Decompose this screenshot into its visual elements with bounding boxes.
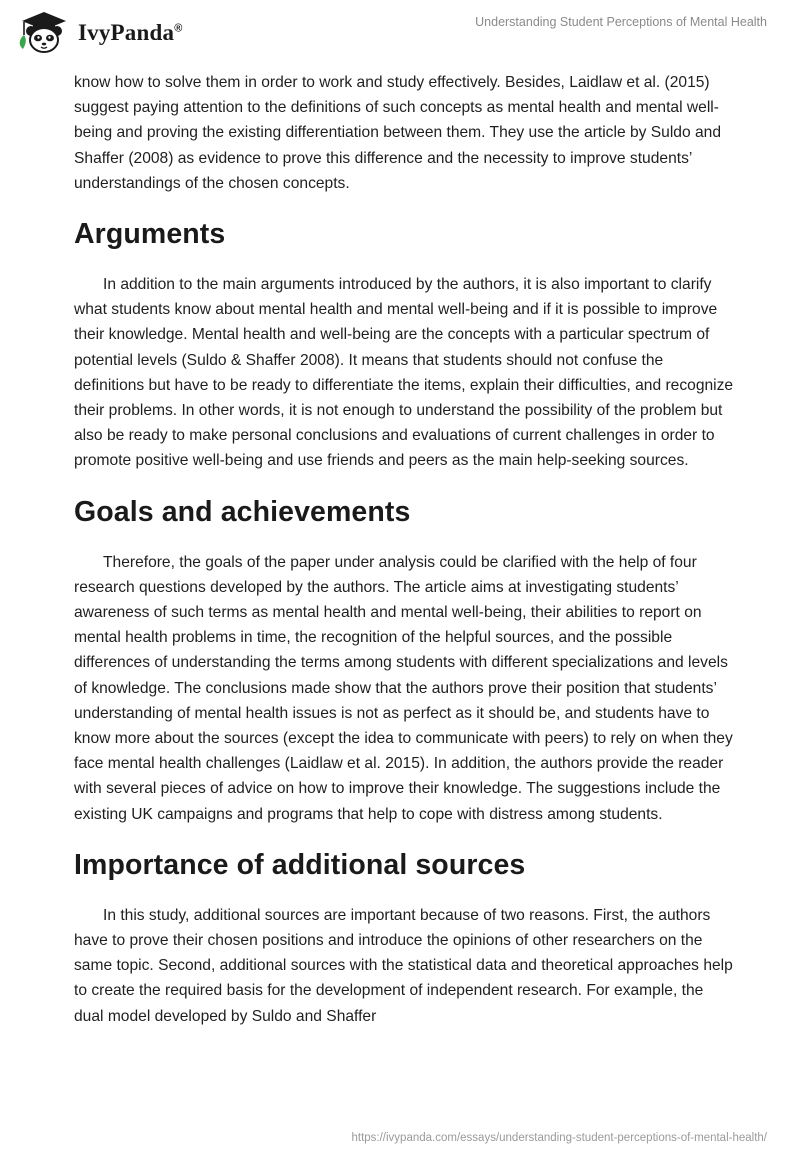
- essay-content: [74, 70, 734, 1029]
- arguments-heading: Arguments: [74, 218, 226, 251]
- ivypanda-logo[interactable]: [14, 9, 183, 55]
- goals-heading: Goals and achievements: [74, 495, 411, 528]
- document-title: Understanding Student Perceptions of Mental Health: [475, 15, 767, 29]
- logo-text: IvyPanda®: [78, 20, 183, 45]
- source-url-link[interactable]: https://ivypanda.com/essays/understanding-student-perceptions-of-mental-health/: [351, 1132, 767, 1144]
- importance-paragraph: In this study, additional sources are important because of two reasons. First, the authors have to prove their chosen positions and introduce the opinions of other researchers on the same topic. Second, additional sources with the statistical data and theoretical approaches help to create the required basis for the development of independent research. For example, the dual model developed by Suldo and Shaffer: [74, 906, 733, 1025]
- importance-heading: Importance of additional sources: [74, 848, 526, 881]
- intro-paragraph: know how to solve them in order to work and study effectively. Besides, Laidlaw et al. (2015) suggest paying attention to the definitions of such concepts as mental health and mental well-being and proving the existing differentiation between them. They use the article by Suldo and Shaffer (2008) as evidence to prove this difference and the necessity to improve students’ understandings of the chosen concepts.: [74, 74, 721, 192]
- arguments-paragraph: In addition to the main arguments introduced by the authors, it is also important to clarify what students know about mental health and mental well-being and if it is possible to improve their knowledge. Mental health and well-being are the concepts with a particular spectrum of potential levels (Suldo & Shaffer 2008). It means that students should not confuse the definitions but have to be ready to differentiate the items, explain their difficulties, and recognize their problems. In other words, it is not enough to understand the possibility of the problem but also be ready to make personal conclusions and evaluations of current challenges in order to promote positive well-being and use friends and peers as the main help-seeking sources.: [74, 276, 734, 470]
- goals-paragraph: Therefore, the goals of the paper under analysis could be clarified with the help of four research questions developed by the authors. The article aims at investigating students’ awareness of such terms as mental health and mental well-being, their abilities to report on mental health problems in time, the recognition of the helpful sources, and the possible differences of understanding the terms among students with different specializations and levels of knowledge. The conclusions made show that the authors prove their position that students’ understanding of mental health issues is not as perfect as it should be, and students have to know more about the sources (except the idea to communicate with peers) to rely on when they face mental health challenges (Laidlaw et al. 2015). In addition, the authors provide the reader with several pieces of advice on how to improve their knowledge. The suggestions include the existing UK campaigns and programs that help to cope with distress among students.: [74, 553, 733, 823]
- page-header: [0, 0, 800, 70]
- panda-graduate-icon: [14, 9, 74, 55]
